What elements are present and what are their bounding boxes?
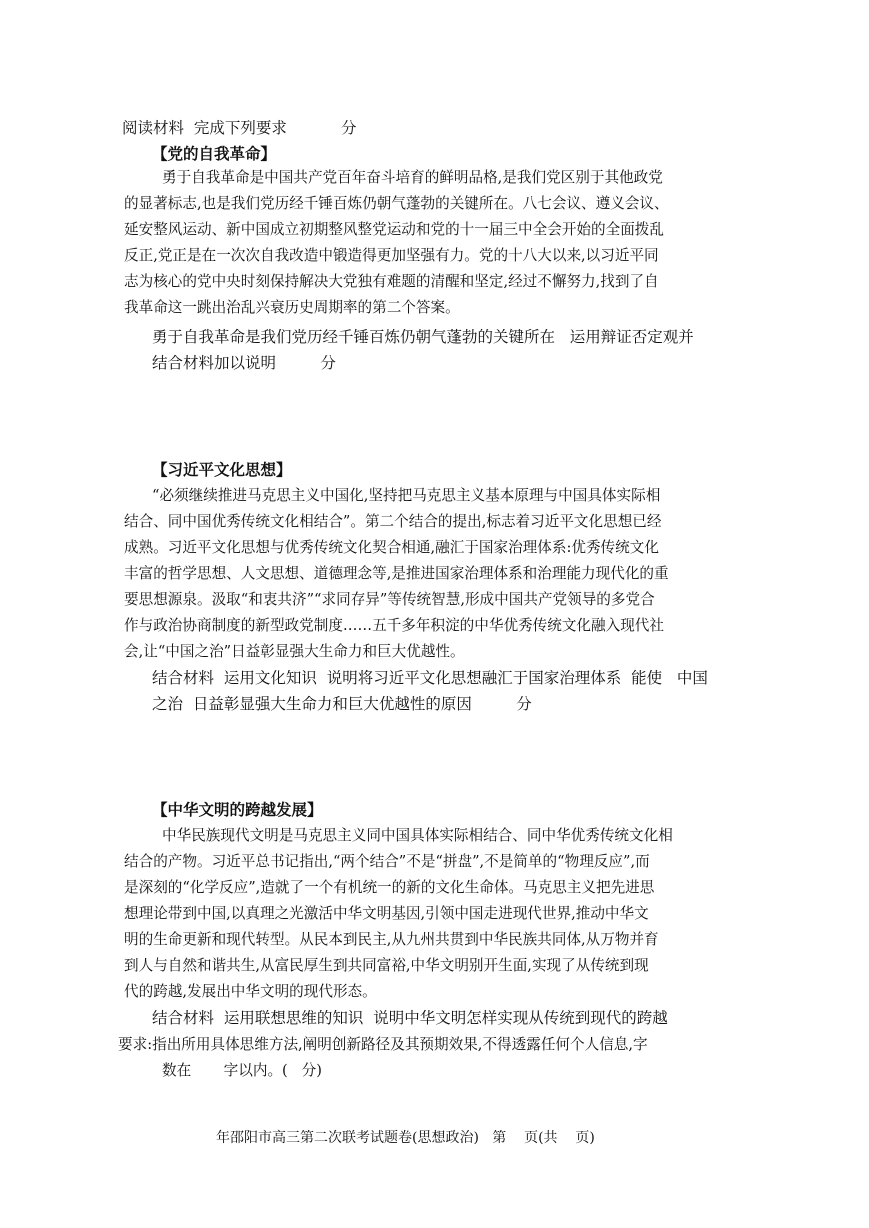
page-footer: 年邵阳市高三第二次联考试题卷(思想政治) 第 页(共 页) — [216, 1130, 595, 1146]
paragraph-line: 代的跨越,发展出中华文明的现代形态。 — [124, 983, 377, 1000]
paragraph-line: 丰富的哲学思想、人文思想、道德理念等,是推进国家治理体系和治理能力现代化的重 — [124, 565, 669, 582]
question-line: 结合材料加以说明 分 — [152, 354, 336, 372]
question-line: 之治 日益彰显强大生命力和巨大优越性的原因 分 — [152, 695, 532, 713]
section-heading: 【中华文明的跨越发展】 — [152, 801, 323, 819]
paragraph-line: 延安整风运动、新中国成立初期整风整党运动和党的十一届三中全会开始的全面拨乱 — [124, 221, 664, 238]
paragraph-line: 到人与自然和谐共生,从富民厚生到共同富裕,中华文明别开生面,实现了从传统到现 — [124, 957, 649, 974]
paragraph-line: 中华民族现代文明是马克思主义同中国具体实际相结合、同中华优秀传统文化相 — [162, 827, 673, 844]
paragraph-line: 反正,党正是在一次次自我改造中锻造得更加坚强有力。党的十八大以来,以习近平同 — [124, 247, 659, 264]
question-line: 结合材料 运用文化知识 说明将习近平文化思想融汇于国家治理体系 能使 中国 — [152, 669, 708, 687]
paragraph-line: 想理论带到中国,以真理之光激活中华文明基因,引领中国走进现代世界,推动中华文 — [124, 905, 649, 922]
question-line: 结合材料 运用联想思维的知识 说明中华文明怎样实现从传统到现代的跨越 — [152, 1009, 668, 1027]
section-heading: 【习近平文化思想】 — [152, 461, 292, 479]
paragraph-line: 是深刻的“化学反应”,造就了一个有机统一的新的文化生命体。马克思主义把先进思 — [124, 879, 655, 896]
paragraph-line: 成熟。习近平文化思想与优秀传统文化契合相通,融汇于国家治理体系:优秀传统文化 — [124, 539, 659, 556]
intro-instruction: 阅读材料 完成下列要求 分 — [122, 119, 357, 137]
paragraph-line: 要思想源泉。汲取“和衷共济”“求同存异”等传统智慧,形成中国共产党领导的多党合 — [124, 591, 655, 608]
requirement-line: 要求:指出所用具体思维方法,阐明创新路径及其预期效果,不得透露任何个人信息,字 — [118, 1036, 648, 1053]
paragraph-line: 结合的产物。习近平总书记指出,“两个结合”不是“拼盘”,不是简单的“物理反应”,而 — [124, 853, 650, 870]
question-line: 勇于自我革命是我们党历经千锤百炼仍朝气蓬勃的关键所在 运用辩证否定观并 — [152, 328, 694, 346]
paragraph-line: 会,让“中国之治”日益彰显强大生命力和巨大优越性。 — [124, 643, 465, 660]
paragraph-line: 勇于自我革命是中国共产党百年奋斗培育的鲜明品格,是我们党区别于其他政党 — [162, 169, 663, 186]
paragraph-line: 我革命这一跳出治乱兴衰历史周期率的第二个答案。 — [124, 299, 460, 316]
paragraph-line: 明的生命更新和现代转型。从民本到民主,从九州共贯到中华民族共同体,从万物并育 — [124, 931, 659, 948]
paragraph-line: 作与政治协商制度的新型政党制度……五千多年积淀的中华优秀传统文化融入现代社 — [124, 617, 664, 634]
paragraph-line: 志为核心的党中央时刻保持解决大党独有难题的清醒和坚定,经过不懈努力,找到了自 — [124, 273, 659, 290]
paragraph-line: 的显著标志,也是我们党历经千锤百炼仍朝气蓬勃的关键所在。八七会议、遵义会议、 — [124, 195, 669, 212]
paragraph-line: “必须继续推进马克思主义中国化,坚持把马克思主义基本原理与中国具体实际相 — [152, 487, 661, 504]
requirement-line: 数在 字以内。( 分) — [162, 1062, 322, 1079]
paragraph-line: 结合、同中国优秀传统文化相结合”。第二个结合的提出,标志着习近平文化思想已经 — [124, 513, 662, 530]
section-heading: 【党的自我革命】 — [152, 145, 277, 163]
